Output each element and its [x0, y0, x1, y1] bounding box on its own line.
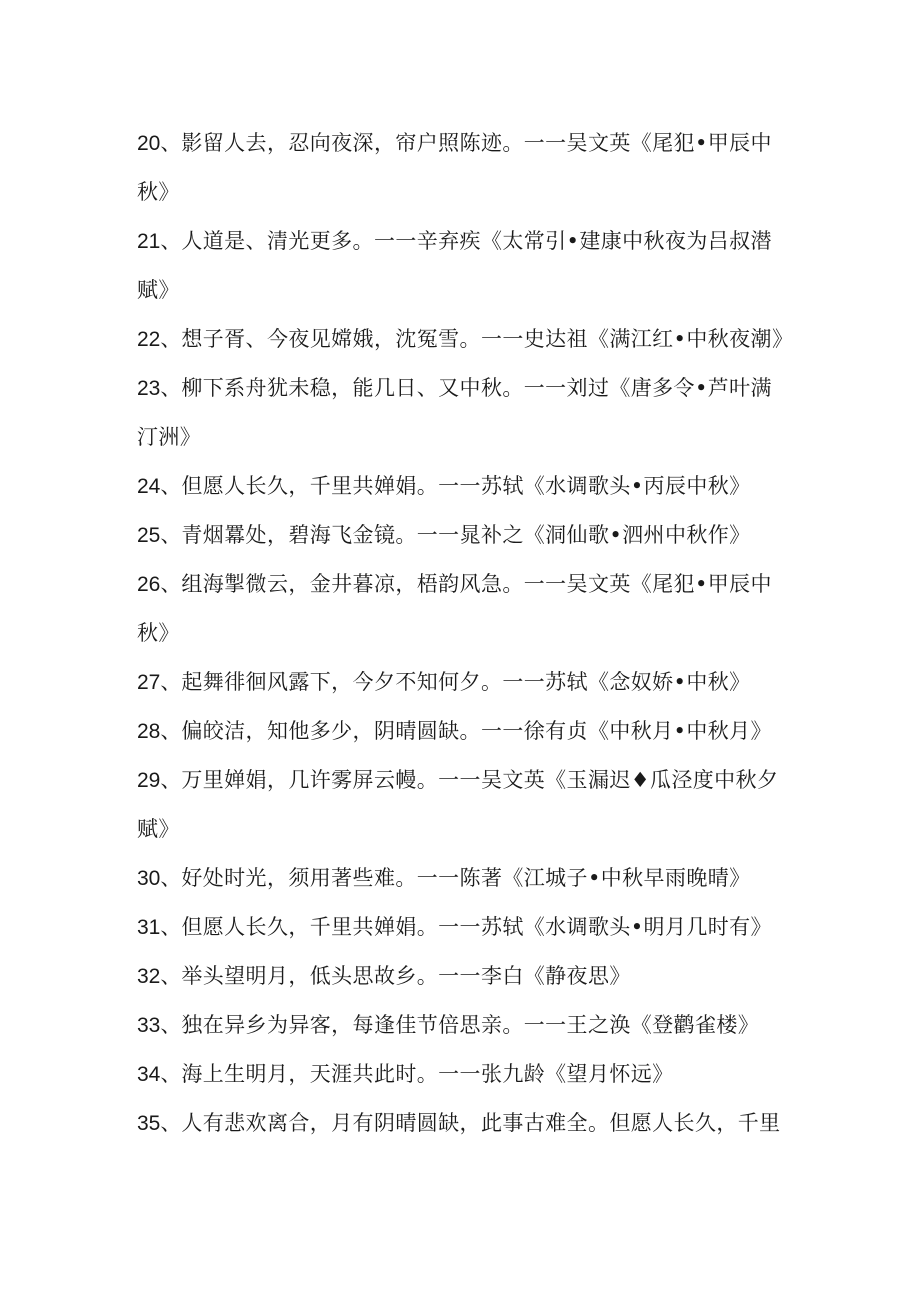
- line-text: 秋》: [137, 180, 180, 204]
- line-text: 偏皎洁，知他多少，阴晴圆缺。一一徐有贞《中秋月•中秋月》: [181, 719, 772, 743]
- line-number: 25、: [137, 524, 182, 547]
- line-number: 35、: [137, 1112, 182, 1135]
- text-line: [137, 266, 797, 315]
- line-text: 举头望明月，低头思故乡。一一李白《静夜思》: [181, 964, 631, 988]
- text-line: [137, 854, 797, 903]
- text-line: [137, 168, 797, 217]
- line-text: 赋》: [137, 278, 180, 302]
- line-text: 柳下系舟犹未稳，能几日、又中秋。一一刘过《唐多令•芦叶满: [181, 376, 772, 400]
- line-number: 22、: [137, 328, 182, 351]
- line-text: 组海掣微云，金井暮凉，梧韵风急。一一吴文英《尾犯•甲辰中: [181, 572, 772, 596]
- line-text: 赋》: [137, 817, 180, 841]
- text-line: [137, 413, 797, 462]
- line-text: 万里婵娟，几许雾屏云幔。一一吴文英《玉漏迟♦瓜泾度中秋夕: [181, 768, 779, 792]
- line-text: 青烟羃处，碧海飞金镜。一一晁补之《洞仙歌•泗州中秋作》: [181, 523, 751, 547]
- line-number: 26、: [137, 573, 182, 596]
- line-number: 24、: [137, 475, 182, 498]
- text-line: [137, 462, 797, 511]
- line-text: 但愿人长久，千里共婵娟。一一苏轼《水调歌头•明月几时有》: [181, 915, 772, 939]
- text-line: [137, 217, 797, 266]
- line-text: 但愿人长久，千里共婵娟。一一苏轼《水调歌头•丙辰中秋》: [181, 474, 751, 498]
- line-number: 27、: [137, 671, 182, 694]
- text-line: [137, 315, 797, 364]
- text-line: [137, 1099, 797, 1148]
- line-number: 32、: [137, 965, 182, 988]
- line-text: 起舞徘徊风露下，今夕不知何夕。一一苏轼《念奴娇•中秋》: [181, 670, 751, 694]
- line-number: 21、: [137, 230, 182, 253]
- line-text: 想子胥、今夜见嫦娥，沈冤雪。一一史达祖《满江红•中秋夜潮》: [181, 327, 794, 351]
- text-line: [137, 609, 797, 658]
- text-line: [137, 952, 797, 1001]
- text-line: [137, 1050, 797, 1099]
- text-line: [137, 903, 797, 952]
- line-text: 海上生明月，天涯共此时。一一张九龄《望月怀远》: [181, 1062, 674, 1086]
- text-line: [137, 756, 797, 805]
- text-line: [137, 364, 797, 413]
- line-text: 人有悲欢离合，月有阴晴圆缺，此事古难全。但愿人长久，千里: [181, 1111, 781, 1135]
- line-text: 影留人去，忍向夜深，帘户照陈迹。一一吴文英《尾犯•甲辰中: [181, 131, 772, 155]
- line-text: 秋》: [137, 621, 180, 645]
- text-line: [137, 511, 797, 560]
- line-number: 30、: [137, 867, 182, 890]
- line-number: 33、: [137, 1014, 182, 1037]
- line-number: 34、: [137, 1063, 182, 1086]
- text-line: [137, 1001, 797, 1050]
- line-text: 好处时光，须用著些难。一一陈著《江城子•中秋早雨晚晴》: [181, 866, 751, 890]
- line-text: 汀洲》: [137, 425, 202, 449]
- poem-list: [137, 119, 797, 1148]
- line-number: 20、: [137, 132, 182, 155]
- line-text: 独在异乡为异客，每逢佳节倍思亲。一一王之涣《登鹳雀楼》: [181, 1013, 760, 1037]
- text-line: [137, 560, 797, 609]
- text-line: [137, 119, 797, 168]
- line-number: 29、: [137, 769, 182, 792]
- line-text: 人道是、清光更多。一一辛弃疾《太常引•建康中秋夜为吕叔潜: [181, 229, 772, 253]
- line-number: 28、: [137, 720, 182, 743]
- text-line: [137, 805, 797, 854]
- line-number: 31、: [137, 916, 182, 939]
- text-line: [137, 707, 797, 756]
- text-line: [137, 658, 797, 707]
- line-number: 23、: [137, 377, 182, 400]
